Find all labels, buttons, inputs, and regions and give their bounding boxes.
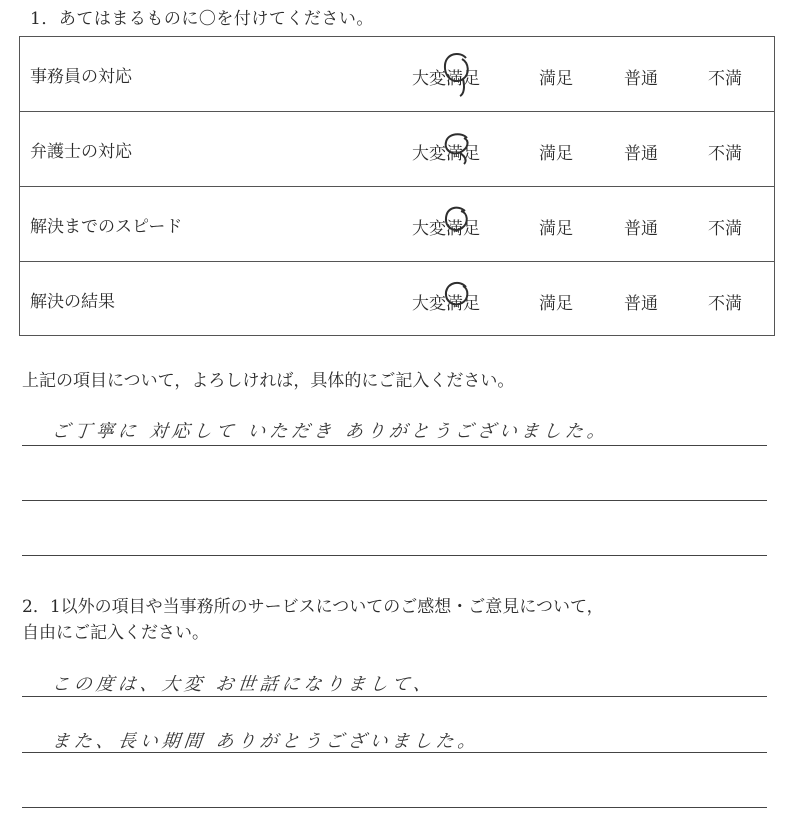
option-satisfied[interactable]: 満足 [539, 294, 573, 314]
option-dissatisfied[interactable]: 不満 [708, 69, 742, 89]
rating-row [20, 262, 774, 337]
writing-line [22, 445, 767, 446]
rating-row [20, 187, 774, 262]
option-dissatisfied[interactable]: 不満 [708, 219, 742, 239]
question-1-title: 1．あてはまるものに〇を付けてください。 [30, 9, 374, 29]
row-label: 事務員の対応 [30, 67, 132, 87]
satisfaction-table [19, 36, 775, 336]
handwritten-comment-line: ご丁寧に 対応して いただき ありがとうございました。 [50, 421, 611, 442]
row-label: 解決の結果 [30, 292, 115, 312]
writing-line [22, 500, 767, 501]
option-neutral[interactable]: 普通 [624, 219, 658, 239]
writing-line [22, 696, 767, 697]
option-very-satisfied[interactable]: 大変満足 [412, 144, 480, 164]
option-neutral[interactable]: 普通 [624, 69, 658, 89]
writing-line [22, 807, 767, 808]
option-satisfied[interactable]: 満足 [539, 144, 573, 164]
option-satisfied[interactable]: 満足 [539, 69, 573, 89]
option-dissatisfied[interactable]: 不満 [708, 294, 742, 314]
rating-row [20, 112, 774, 187]
comment-1-prompt: 上記の項目について，よろしければ，具体的にご記入ください。 [22, 371, 515, 391]
question-2-prompt-line-2: 自由にご記入ください。 [22, 623, 209, 643]
option-dissatisfied[interactable]: 不満 [708, 144, 742, 164]
writing-line [22, 752, 767, 753]
option-very-satisfied[interactable]: 大変満足 [412, 69, 480, 89]
row-label: 解決までのスピード [30, 217, 183, 237]
option-neutral[interactable]: 普通 [624, 294, 658, 314]
row-label: 弁護士の対応 [30, 142, 132, 162]
handwritten-comment-line: また、長い期間 ありがとうございました。 [50, 731, 481, 752]
option-very-satisfied[interactable]: 大変満足 [412, 219, 480, 239]
rating-row [20, 37, 774, 112]
option-neutral[interactable]: 普通 [624, 144, 658, 164]
writing-line [22, 555, 767, 556]
question-2-prompt-line-1: 2．1以外の項目や当事務所のサービスについてのご感想・ご意見について， [22, 597, 604, 617]
option-satisfied[interactable]: 満足 [539, 219, 573, 239]
handwritten-comment-line: この度は、大変 お世話になりまして、 [50, 674, 437, 695]
option-very-satisfied[interactable]: 大変満足 [412, 294, 480, 314]
